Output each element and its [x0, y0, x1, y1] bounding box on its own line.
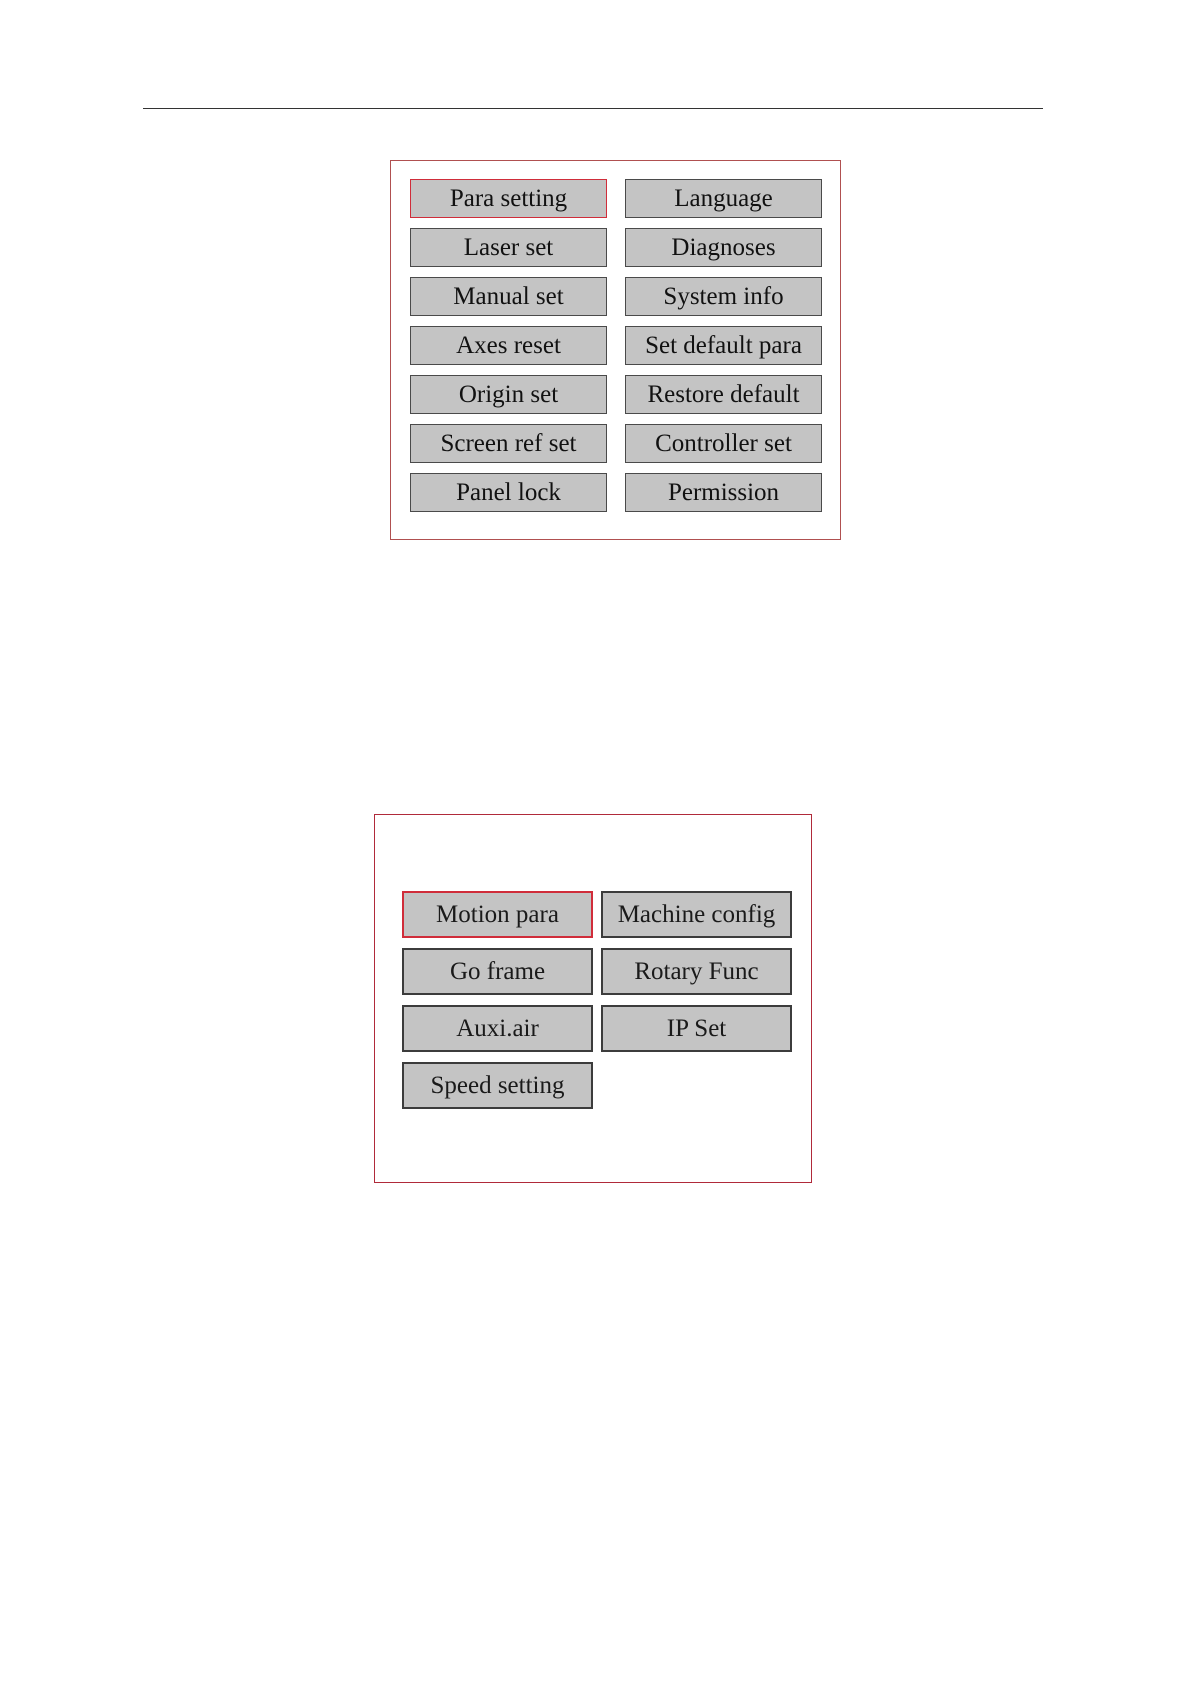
- controller-set-button[interactable]: Controller set: [625, 424, 822, 463]
- rotary-func-button[interactable]: Rotary Func: [601, 948, 792, 995]
- speed-setting-button[interactable]: Speed setting: [402, 1062, 593, 1109]
- axes-reset-button[interactable]: Axes reset: [410, 326, 607, 365]
- set-default-para-button[interactable]: Set default para: [625, 326, 822, 365]
- auxi-air-button[interactable]: Auxi.air: [402, 1005, 593, 1052]
- para-setting-panel: [374, 814, 812, 1183]
- go-frame-button[interactable]: Go frame: [402, 948, 593, 995]
- laser-set-button[interactable]: Laser set: [410, 228, 607, 267]
- ip-set-button[interactable]: IP Set: [601, 1005, 792, 1052]
- panel-lock-button[interactable]: Panel lock: [410, 473, 607, 512]
- main-menu-panel: [390, 160, 841, 540]
- motion-para-button[interactable]: Motion para: [402, 891, 593, 938]
- manual-set-button[interactable]: Manual set: [410, 277, 607, 316]
- origin-set-button[interactable]: Origin set: [410, 375, 607, 414]
- diagnoses-button[interactable]: Diagnoses: [625, 228, 822, 267]
- machine-config-button[interactable]: Machine config: [601, 891, 792, 938]
- header-rule: [143, 108, 1043, 109]
- language-button[interactable]: Language: [625, 179, 822, 218]
- system-info-button[interactable]: System info: [625, 277, 822, 316]
- restore-default-button[interactable]: Restore default: [625, 375, 822, 414]
- permission-button[interactable]: Permission: [625, 473, 822, 512]
- para-setting-button[interactable]: Para setting: [410, 179, 607, 218]
- screen-ref-set-button[interactable]: Screen ref set: [410, 424, 607, 463]
